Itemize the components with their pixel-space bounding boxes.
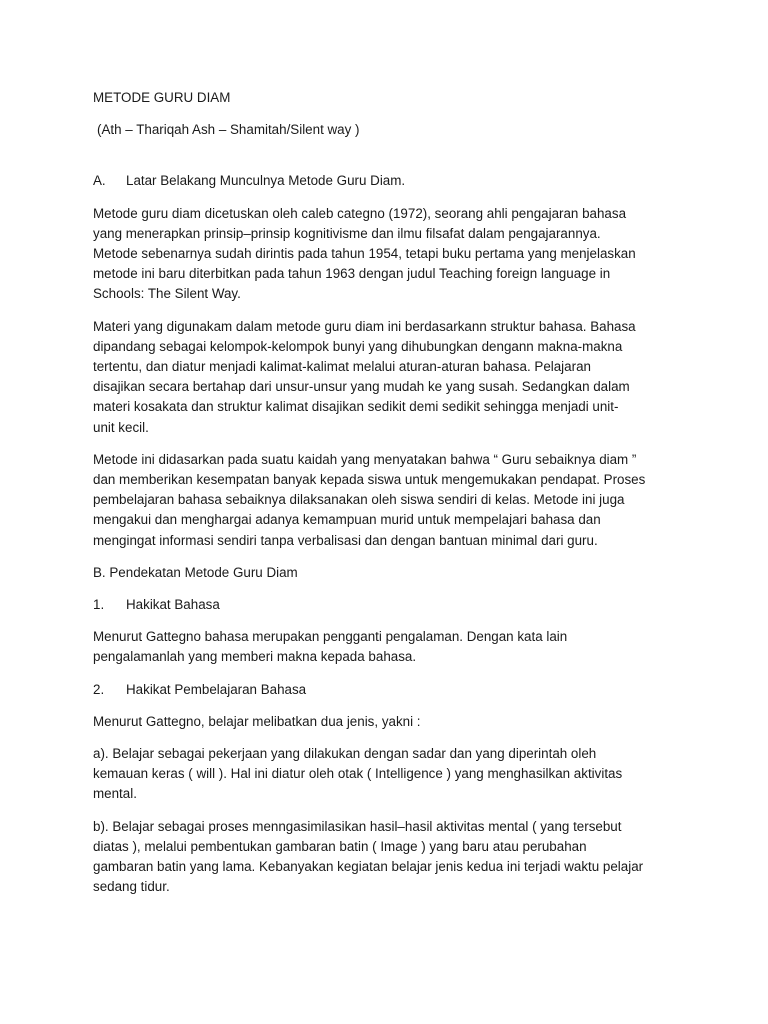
paragraph-line: Metode guru diam dicetuskan oleh caleb categno (1972), seorang ahli pengajaran bahasa [93,205,627,221]
document-title: METODE GURU DIAM [93,90,231,105]
paragraph-line: metode ini baru diterbitkan pada tahun 1963 dengan judul Teaching foreign language in [93,266,611,282]
paragraph-line: Materi yang digunakam dalam metode guru diam ini berdasarkann struktur bahasa. Bahasa [93,318,636,334]
item-2-number: 2. [93,681,105,697]
paragraph-line: Menurut Gattegno bahasa merupakan pengganti pengalaman. Dengan kata lain [93,629,568,645]
paragraph-line: Menurut Gattegno, belajar melibatkan dua jenis, yakni : [93,713,421,729]
document-subtitle: (Ath – Thariqah Ash – Shamitah/Silent way ) [97,122,360,138]
paragraph-line: gambaran batin yang lama. Kebanyakan kegiatan belajar jenis kedua ini terjadi waktu pelajar [93,859,644,875]
paragraph-line: pengalamanlah yang memberi makna kepada bahasa. [93,649,417,665]
item-1-heading [93,595,683,615]
section-b-heading: B. Pendekatan Metode Guru Diam [93,564,298,580]
paragraph-6 [93,744,683,805]
paragraph-line: mengingat informasi sendiri tanpa verbalisasi dan dengan bantuan minimal dari guru. [93,532,598,548]
paragraph-line: Metode ini didasarkan pada suatu kaidah yang menyatakan bahwa “ Guru sebaiknya diam ” [93,451,637,467]
section-a-heading [93,171,683,191]
paragraph-line: unit kecil. [93,419,149,435]
item-1-label: Hakikat Bahasa [126,597,220,613]
paragraph-line: yang menerapkan prinsip–prinsip kognitivisme dan ilmu filsafat dalam pengajarannya. [93,225,601,241]
section-a-number: A. [93,173,106,189]
paragraph-1 [93,204,683,305]
paragraph-line: sedang tidur. [93,879,170,895]
paragraph-3 [93,450,683,551]
paragraph-line: b). Belajar sebagai proses menngasimilasikan hasil–hasil aktivitas mental ( yang tersebut [93,818,622,834]
paragraph-line: diatas ), melalui pembentukan gambaran batin ( Image ) yang baru atau perubahan [93,838,587,854]
paragraph-2 [93,317,683,438]
paragraph-line: tertentu, dan diatur menjadi kalimat-kalimat melalui aturan-aturan bahasa. Pelajaran [93,359,591,375]
paragraph-line: Schools: The Silent Way. [93,286,241,302]
paragraph-line: mengakui dan menghargai adanya kemampuan murid untuk mempelajari bahasa dan [93,512,601,528]
paragraph-line: dan memberikan kesempatan banyak kepada siswa untuk mengemukakan pendapat. Proses [93,472,646,488]
item-2-heading [93,680,683,700]
paragraph-line: mental. [93,786,137,802]
paragraph-line: dipandang sebagai kelompok-kelompok bunyi yang dihubungkan dengann makna-makna [93,338,623,354]
item-2-label: Hakikat Pembelajaran Bahasa [126,681,307,697]
paragraph-line: materi kosakata dan struktur kalimat disajikan sedikit demi sedikit sehingga menjadi unit- [93,399,619,415]
paragraph-line: pembelajaran bahasa sebaiknya dilaksanakan oleh siswa sendiri di kelas. Metode ini juga [93,492,625,508]
item-1-number: 1. [93,597,105,613]
paragraph-5 [93,712,683,732]
paragraph-line: disajikan secara bertahap dari unsur-unsur yang mudah ke yang susah. Sedangkan dalam [93,379,630,395]
paragraph-line: a). Belajar sebagai pekerjaan yang dilakukan dengan sadar dan yang diperintah oleh [93,746,597,762]
document-body [93,88,683,898]
paragraph-7 [93,817,683,898]
paragraph-4 [93,627,683,667]
paragraph-line: kemauan keras ( will ). Hal ini diatur oleh otak ( Intelligence ) yang menghasilkan aktivitas [93,766,623,782]
section-a-label: Latar Belakang Munculnya Metode Guru Diam. [126,173,406,189]
paragraph-line: Metode sebenarnya sudah dirintis pada tahun 1954, tetapi buku pertama yang menjelaskan [93,246,636,262]
